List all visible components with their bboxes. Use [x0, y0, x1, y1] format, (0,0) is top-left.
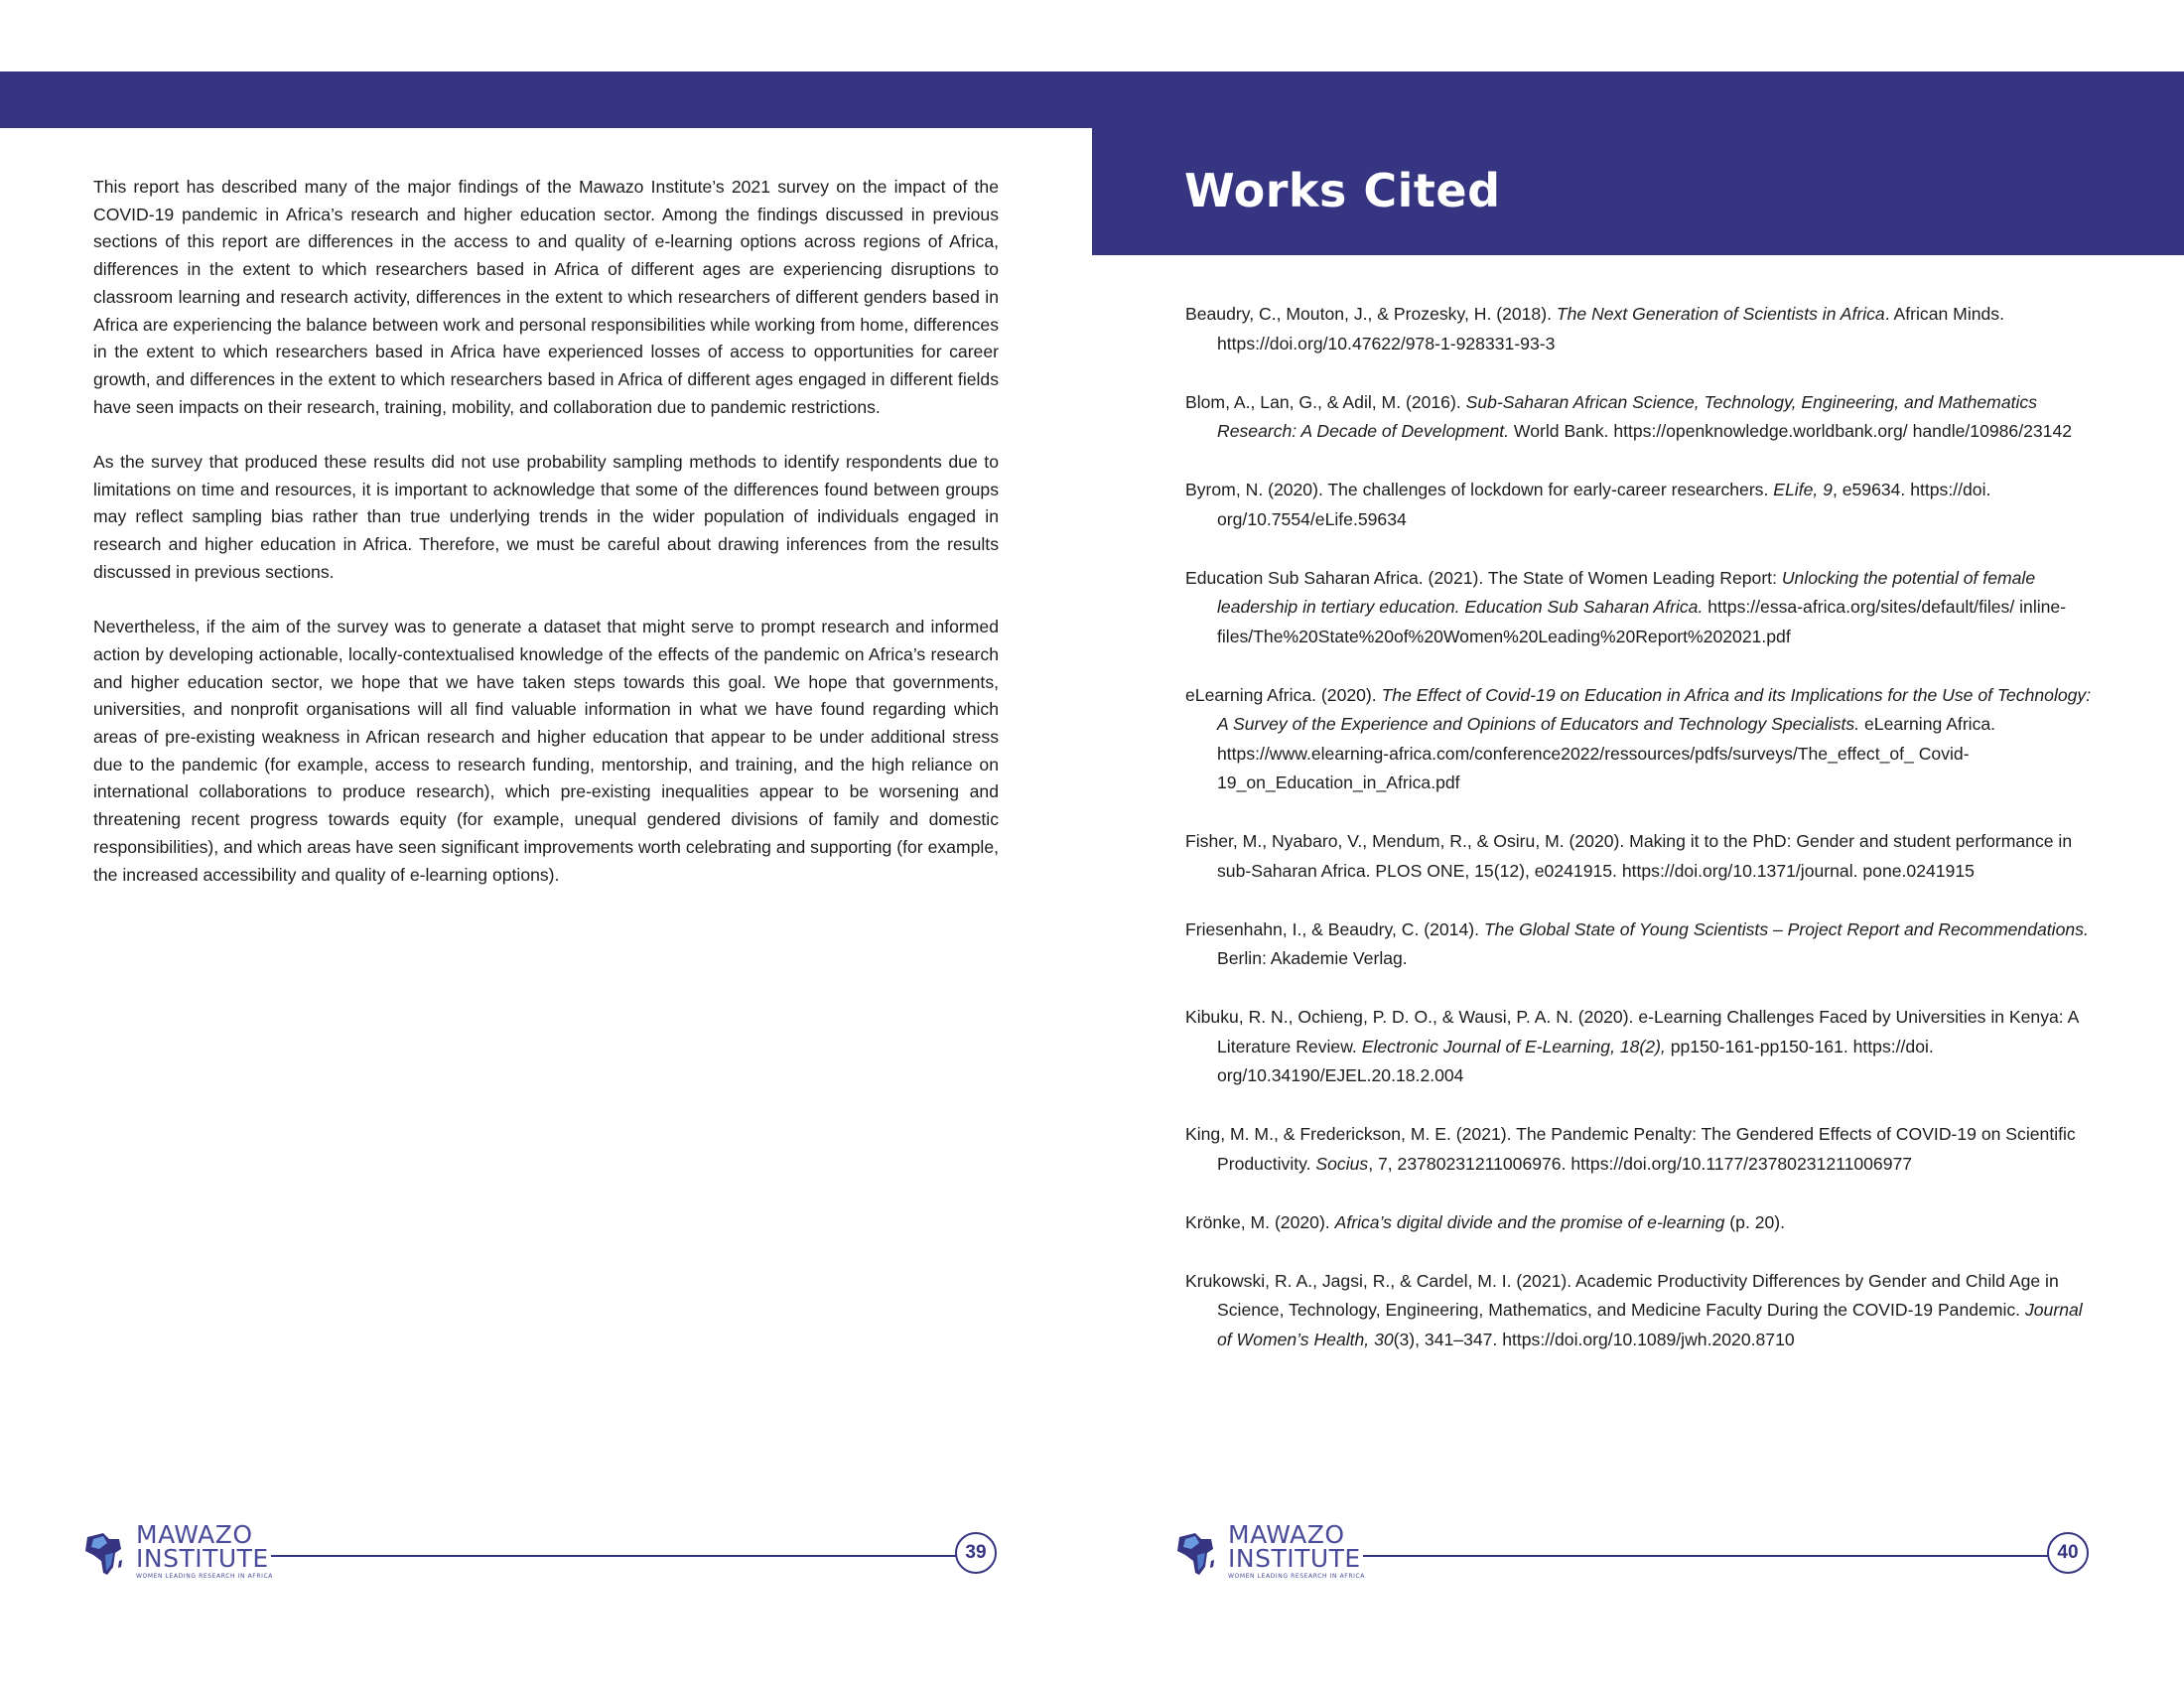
- page-title: Works Cited: [1184, 164, 1501, 217]
- footer-rule: [1363, 1555, 2048, 1557]
- reference-item: Kibuku, R. N., Ochieng, P. D. O., & Wausi, P. A. N. (2020). e-Learning Challenges Faced by Universities in Kenya: A Literature Review. Electronic Journal of E-Learning, 18(2), pp150-161-pp150-161. https://doi. org/10.34190/EJEL.20.18.2.004: [1185, 1007, 2079, 1085]
- logo-tagline: WOMEN LEADING RESEARCH IN AFRICA: [1228, 1573, 1365, 1580]
- reference-item: King, M. M., & Frederickson, M. E. (2021). The Pandemic Penalty: The Gendered Effects of COVID-19 on Scientific Productivity. Socius, 7, 23780231211006976. https://doi.org/10.1177/23780231211006977: [1185, 1124, 2076, 1174]
- page-number: 39: [955, 1532, 997, 1574]
- title-banner: [1092, 128, 2184, 255]
- africa-map-icon: [79, 1527, 131, 1579]
- footer-rule: [271, 1555, 956, 1557]
- paragraph-3: Nevertheless, if the aim of the survey was to generate a dataset that might serve to prompt research and informed action by developing actionable, locally-contextualised knowledge of the effects of the pandemic on Africa’s research and higher education sector, we hope that we have taken steps towards this goal. We hope that governments, universities, and nonprofit organisations will all find valuable information in what we have found regarding which areas of pre-existing weakness in African research and higher education that appear to be under additional stress due to the pandemic (for example, access to research funding, mentorship, and training, and the high reliance on international collaborations to produce research), which pre-existing inequalities appear to be worsening and threatening recent progress towards equity (for example, unequal gendered divisions of family and domestic responsibilities), and which areas have seen significant improvements worth celebrating and supporting (for example, the increased accessibility and quality of e-learning options).: [93, 617, 999, 885]
- mawazo-logo: [79, 1520, 278, 1583]
- logo-name-line2: INSTITUTE: [1228, 1544, 1361, 1573]
- reference-item: eLearning Africa. (2020). The Effect of Covid-19 on Education in Africa and its Implications for the Use of Technology: A Survey of the Experience and Opinions of Educators and Technology Specialists. eLearning Africa. https://www.elearning-africa.com/conference2022/ressources/pdfs/surveys/The_effect_of_ Covid-19_on_Education_in_Africa.pdf: [1185, 684, 2092, 792]
- reference-item: Krönke, M. (2020). Africa’s digital divide and the promise of e-learning (p. 20).: [1185, 1211, 1786, 1232]
- mawazo-logo: [1171, 1520, 1370, 1583]
- reference-item: Blom, A., Lan, G., & Adil, M. (2016). Sub-Saharan African Science, Technology, Engineering, and Mathematics Research: A Decade of Development. World Bank. https://openknowledge.worldbank.org/ handle/10986/23142: [1185, 391, 2073, 441]
- paragraph-1: This report has described many of the major findings of the Mawazo Institute’s 2021 survey on the impact of the COVID-19 pandemic in Africa’s research and higher education sector. Among the findings discussed in previous sections of this report are differences in the access to and quality of e-learning options across regions of Africa, differences in the extent to which researchers based in Africa of different ages are experiencing disruptions to classroom learning and research activity, differences in the extent to which researchers of different genders based in Africa are experiencing the balance between work and personal responsibilities while working from home, differences in the extent to which researchers based in Africa have experienced losses of access to opportunities for career growth, and differences in the extent to which researchers based in Africa of different ages engaged in different fields have seen impacts on their research, training, mobility, and collaboration due to pandemic restrictions.: [93, 177, 999, 417]
- logo-tagline: WOMEN LEADING RESEARCH IN AFRICA: [136, 1573, 273, 1580]
- conclusion-text: [93, 174, 999, 916]
- page-number: 40: [2047, 1532, 2089, 1574]
- logo-name-line1: MAWAZO: [136, 1520, 253, 1549]
- reference-item: Education Sub Saharan Africa. (2021). The State of Women Leading Report: Unlocking the potential of female leadership in tertiary education. Education Sub Saharan Africa. https://essa-africa.org/sites/default/files/ inline-files/The%20State%20of%20Women%20Leading%20Report%202021.pdf: [1185, 567, 2067, 646]
- logo-name-line1: MAWAZO: [1228, 1520, 1345, 1549]
- reference-item: Krukowski, R. A., Jagsi, R., & Cardel, M. I. (2021). Academic Productivity Differences by Gender and Child Age in Science, Technology, Engineering, Mathematics, and Medicine Faculty During the COVID-19 Pandemic. Journal of Women’s Health, 30(3), 341–347. https://doi.org/10.1089/jwh.2020.8710: [1185, 1270, 2083, 1349]
- logo-name-line2: INSTITUTE: [136, 1544, 269, 1573]
- works-cited-list: [1185, 300, 2099, 1384]
- footer-left: [79, 1517, 1003, 1589]
- reference-item: Byrom, N. (2020). The challenges of lockdown for early-career researchers. ELife, 9, e59634. https://doi. org/10.7554/eLife.59634: [1185, 480, 1991, 529]
- reference-item: Friesenhahn, I., & Beaudry, C. (2014). The Global State of Young Scientists – Project Report and Recommendations. Berlin: Akademie Verlag.: [1185, 918, 2089, 968]
- reference-item: Beaudry, C., Mouton, J., & Prozesky, H. (2018). The Next Generation of Scientists in Africa. African Minds. https://doi.org/10.47622/978-1-928331-93-3: [1185, 304, 2004, 353]
- footer-right: [1171, 1517, 2095, 1589]
- reference-item: Fisher, M., Nyabaro, V., Mendum, R., & Osiru, M. (2020). Making it to the PhD: Gender and student performance in sub-Saharan Africa. PLOS ONE, 15(12), e0241915. https://doi.org/10.1371/journal. pone.0241915: [1185, 831, 2073, 881]
- paragraph-2: As the survey that produced these results did not use probability sampling methods to identify respondents due to limitations on time and resources, it is important to acknowledge that some of the differences found between groups may reflect sampling bias rather than true underlying trends in the wider population of individuals engaged in research and higher education in Africa. Therefore, we must be careful about drawing inferences from the results discussed in previous sections.: [93, 452, 999, 582]
- header-band: [0, 71, 2184, 128]
- africa-map-icon: [1171, 1527, 1223, 1579]
